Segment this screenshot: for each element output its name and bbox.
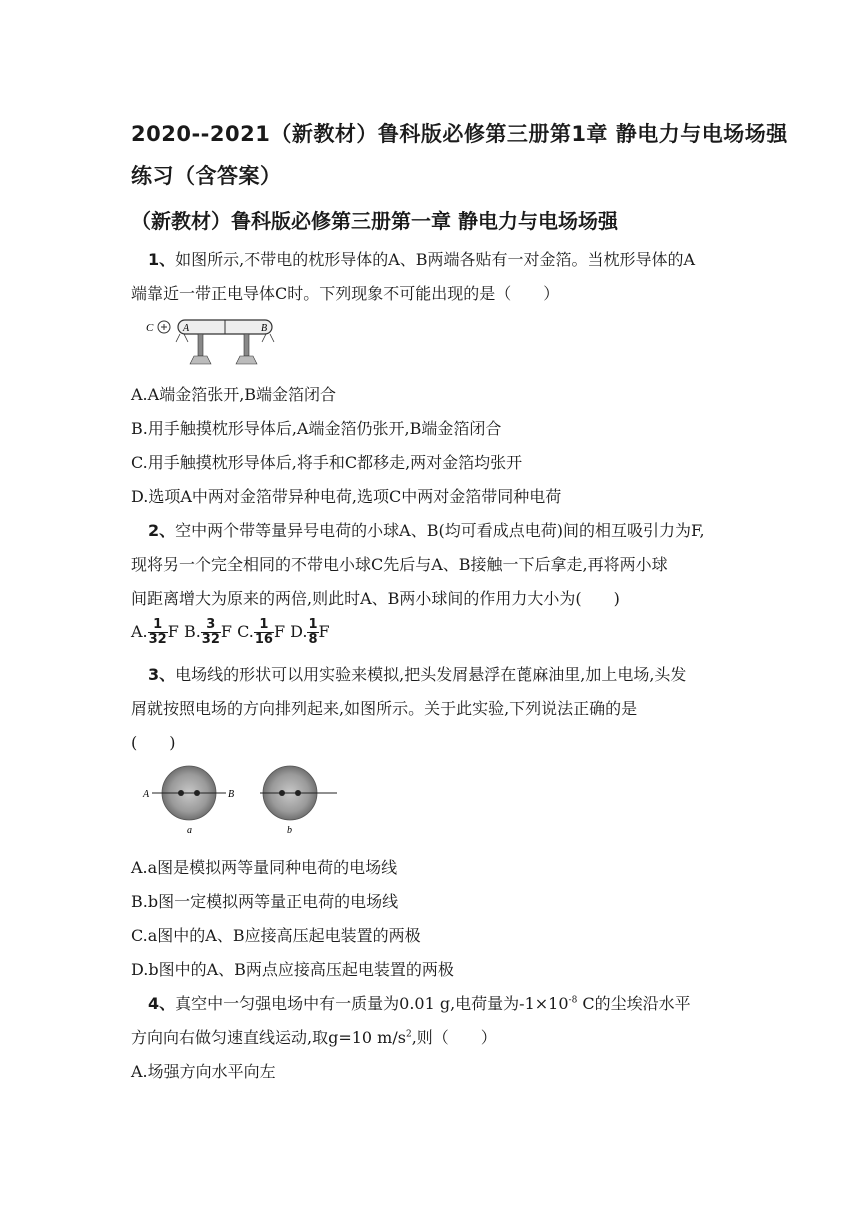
q1-option-a: A.A端金箔张开,B端金箔闭合 — [131, 385, 337, 404]
q3-line2: 屑就按照电场的方向排列起来,如图所示。关于此实验,下列说法正确的是 — [131, 699, 638, 718]
q2-option-b: B. $\frac{3}{32}$ F — [183, 617, 232, 647]
dish-a-left-label: A — [143, 789, 150, 800]
q1-number: 1、 — [148, 250, 176, 269]
dish-a-right-label: B — [228, 789, 235, 800]
q3-line1 — [148, 662, 686, 685]
q2-text1: 空中两个带等量异号电荷的小球A、B(均可看成点电荷)间的相互吸引力为F, — [175, 521, 705, 540]
q1-option-d: D.选项A中两对金箔带异种电荷,选项C中两对金箔带同种电荷 — [131, 487, 562, 506]
q3-number: 3、 — [148, 665, 176, 684]
q2-options — [131, 618, 330, 647]
q3-option-d: D.b图中的A、B两点应接高压起电装置的两极 — [131, 960, 454, 979]
q2-option-a: A. $\frac{1}{32}$ F — [131, 617, 179, 647]
q1-text1: 如图所示,不带电的枕形导体的A、B两端各贴有一对金箔。当枕形导体的A — [175, 250, 696, 269]
q2-option-c: C. $\frac{1}{16}$ F — [237, 617, 286, 647]
end-a-label: A — [183, 323, 190, 334]
caption-a: a — [187, 825, 192, 836]
q3-option-c: C.a图中的A、B应接高压起电装置的两极 — [131, 926, 421, 945]
q3-figure — [140, 760, 350, 838]
charge-c-label: C — [146, 322, 154, 334]
q2-line1 — [148, 518, 705, 541]
q2-line3: 间距离增大为原来的两倍,则此时A、B两小球间的作用力大小为( ) — [131, 589, 620, 608]
q2-option-d: D. $\frac{1}{8}$ F — [290, 617, 330, 647]
q1-line1 — [148, 247, 695, 270]
q2-line2: 现将另一个完全相同的不带电小球C先后与A、B接触一下后拿走,再将两小球 — [131, 555, 668, 574]
q1-line2: 端靠近一带正电导体C时。下列现象不可能出现的是（ ） — [131, 284, 560, 303]
doc-title-line1: 2020--2021（新教材）鲁科版必修第三册第1章 静电力与电场场强 — [131, 122, 788, 146]
q3-option-a: A.a图是模拟两等量同种电荷的电场线 — [131, 858, 398, 877]
q4-line2: 方向向右做匀速直线运动,取g=10 $m/s^2$,则（ ） — [131, 1028, 497, 1047]
q4-number: 4、 — [148, 994, 176, 1013]
q1-option-b: B.用手触摸枕形导体后,A端金箔仍张开,B端金箔闭合 — [131, 419, 502, 438]
q4-option-a: A.场强方向水平向左 — [131, 1062, 276, 1081]
q4-line1: 4、真空中一匀强电场中有一质量为0.01 g,电荷量为$-1\times 10^{-8}$ C的尘埃沿水平 — [148, 994, 691, 1013]
q3-text1: 电场线的形状可以用实验来模拟,把头发屑悬浮在蓖麻油里,加上电场,头发 — [175, 665, 687, 684]
q1-option-c: C.用手触摸枕形导体后,将手和C都移走,两对金箔均张开 — [131, 453, 523, 472]
q2-number: 2、 — [148, 521, 176, 540]
q1-figure — [140, 312, 280, 368]
doc-title-line2: 练习（含答案） — [131, 164, 282, 188]
q3-option-b: B.b图一定模拟两等量正电荷的电场线 — [131, 892, 399, 911]
end-b-label: B — [261, 323, 268, 334]
q3-line3: ( ) — [131, 733, 176, 752]
doc-subtitle: （新教材）鲁科版必修第三册第一章 静电力与电场场强 — [131, 209, 618, 233]
caption-b: b — [287, 825, 292, 836]
